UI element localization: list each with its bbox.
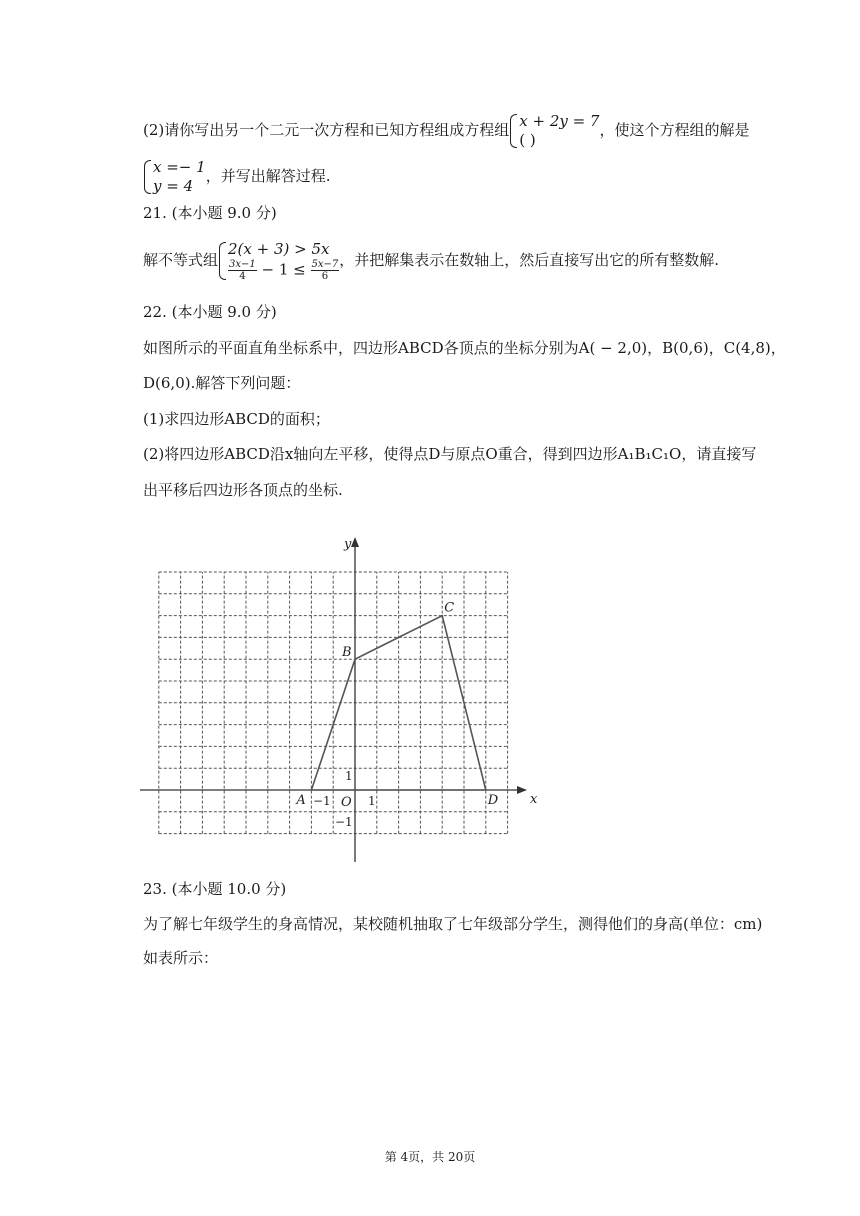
tick-label-y-positive: 1 [345, 769, 353, 783]
vertex-label-b: B [342, 645, 352, 661]
figure-labels [295, 537, 538, 829]
q20-solution-row1: x =− 1 [153, 158, 206, 176]
q20-solution-row2: y = 4 [153, 177, 194, 195]
q21-text-b: ，并把解集表示在数轴上，然后直接写出它的所有整数解. [339, 251, 720, 269]
vertex-label-a: A [296, 793, 306, 808]
q22-line3: (1)求四边形ABCD的面积； [143, 410, 330, 428]
q21-inequality2: $\frac{3x-1}{4}$ − 1 ≤ $\frac{5x-7}{6}$ [229, 259, 339, 282]
q21-fraction1: $\frac{3x-1}{4}$ [229, 259, 256, 282]
q20-system-row2: ( ) [519, 131, 536, 149]
q20-text-c: ，并写出解答过程. [205, 167, 331, 185]
vertex-label-d: D [487, 793, 499, 808]
q22-line5: 出平移后四边形各顶点的坐标. [143, 481, 343, 499]
q20-text-a: (2)请你写出另一个二元一次方程和已知方程组成方程组 [143, 121, 510, 139]
dashed-grid [159, 572, 508, 834]
tick-label-y-negative: −1 [335, 815, 353, 829]
x-axis-arrow-icon [517, 786, 527, 794]
origin-label: O [341, 795, 352, 810]
q21-text-a: 解不等式组 [143, 251, 219, 269]
q23-line1: 为了解七年级学生的身高情况，某校随机抽取了七年级部分学生，测得他们的身高(单位：cm) [143, 915, 763, 933]
page-footer: 第 4页，共 20页 [384, 1150, 476, 1164]
q20-text-b: ，使这个方程组的解是 [599, 121, 750, 139]
q21-heading: 21. (本小题 9.0 分) [143, 204, 277, 222]
tick-label-x-negative: −1 [313, 794, 331, 808]
q23-heading: 23. (本小题 10.0 分) [143, 880, 287, 898]
tick-label-x-positive: 1 [368, 794, 376, 808]
q22-line4: (2)将四边形ABCD沿x轴向左平移，使得点D与原点O重合，得到四边形A₁B₁C₁O，请直接写 [143, 445, 757, 463]
q22-line1: 如图所示的平面直角坐标系中，四边形ABCD各顶点的坐标分别为A( − 2,0)，B(0,6)，C(4,8)， [143, 339, 786, 357]
x-axis-label: x [530, 792, 538, 807]
q22-line2: D(6,0).解答下列问题： [143, 374, 301, 392]
q23-line2: 如表所示： [143, 949, 219, 967]
vertex-label-c: C [444, 600, 455, 616]
y-axis-label: y [344, 537, 352, 552]
q21-fraction2: $\frac{5x-7}{6}$ [311, 259, 339, 282]
y-axis-arrow-icon [351, 537, 359, 547]
q21-inequality1: 2(x + 3) > 5x [228, 240, 330, 258]
q20-system-row1: x + 2y = 7 [519, 112, 600, 130]
q22-heading: 22. (本小题 9.0 分) [143, 303, 277, 321]
